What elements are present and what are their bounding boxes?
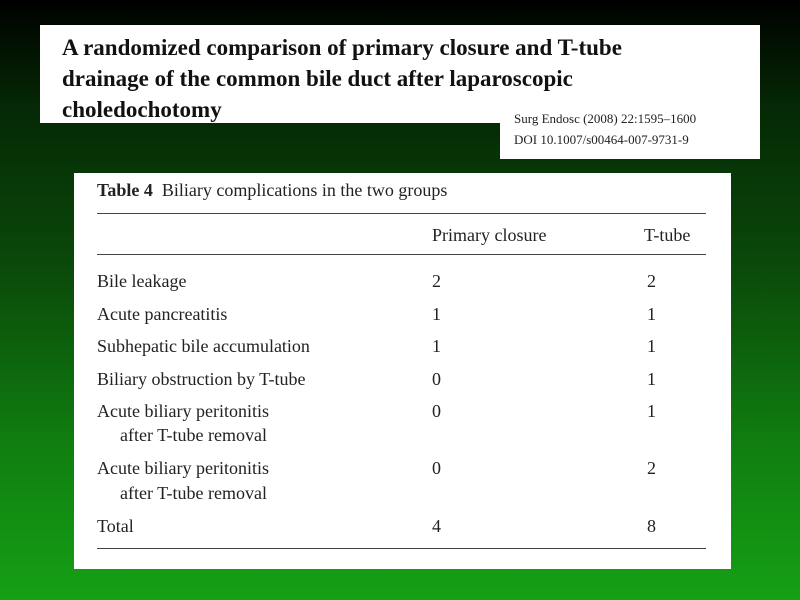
primary-closure-value: 2 [432, 271, 441, 291]
t-tube-value: 1 [647, 369, 656, 389]
table-header-rule [97, 254, 706, 255]
column-header-primary-closure: Primary closure [432, 225, 547, 245]
t-tube-value: 8 [647, 516, 656, 536]
journal-citation: Surg Endosc (2008) 22:1595–1600 [514, 111, 697, 126]
primary-closure-value: 4 [432, 516, 441, 536]
primary-closure-value: 0 [432, 401, 441, 421]
paper-title: A randomized comparison of primary closure and T-tube drainage of the common bile duct after laparoscopic choledochotomy [62, 35, 622, 122]
primary-closure-value: 1 [432, 336, 441, 356]
t-tube-value: 1 [647, 336, 656, 356]
t-tube-value: 2 [647, 271, 656, 291]
table-panel [74, 173, 731, 569]
doi-citation: DOI 10.1007/s00464-007-9731-9 [514, 132, 689, 147]
primary-closure-value: 1 [432, 304, 441, 324]
row-label: Bile leakage [97, 271, 187, 291]
citation-panel [500, 97, 760, 159]
t-tube-value: 1 [647, 401, 656, 421]
row-label: Subhepatic bile accumulation [97, 336, 310, 356]
row-label: Biliary obstruction by T-tube [97, 369, 306, 389]
primary-closure-value: 0 [432, 369, 441, 389]
table-top-rule [97, 213, 706, 214]
t-tube-value: 2 [647, 458, 656, 478]
table-caption [97, 180, 447, 201]
table-caption-label: Table 4 [97, 180, 153, 200]
row-label: Acute pancreatitis [97, 304, 228, 324]
row-label: Total [97, 516, 134, 536]
row-label-continuation: after T-tube removal [120, 483, 267, 503]
t-tube-value: 1 [647, 304, 656, 324]
column-header-t-tube: T-tube [644, 225, 691, 245]
row-label-continuation: after T-tube removal [120, 425, 267, 445]
row-label: Acute biliary peritonitis [97, 458, 269, 478]
table-caption-text: Biliary complications in the two groups [161, 180, 448, 200]
primary-closure-value: 0 [432, 458, 441, 478]
table-bottom-rule [97, 548, 706, 549]
row-label: Acute biliary peritonitis [97, 401, 269, 421]
